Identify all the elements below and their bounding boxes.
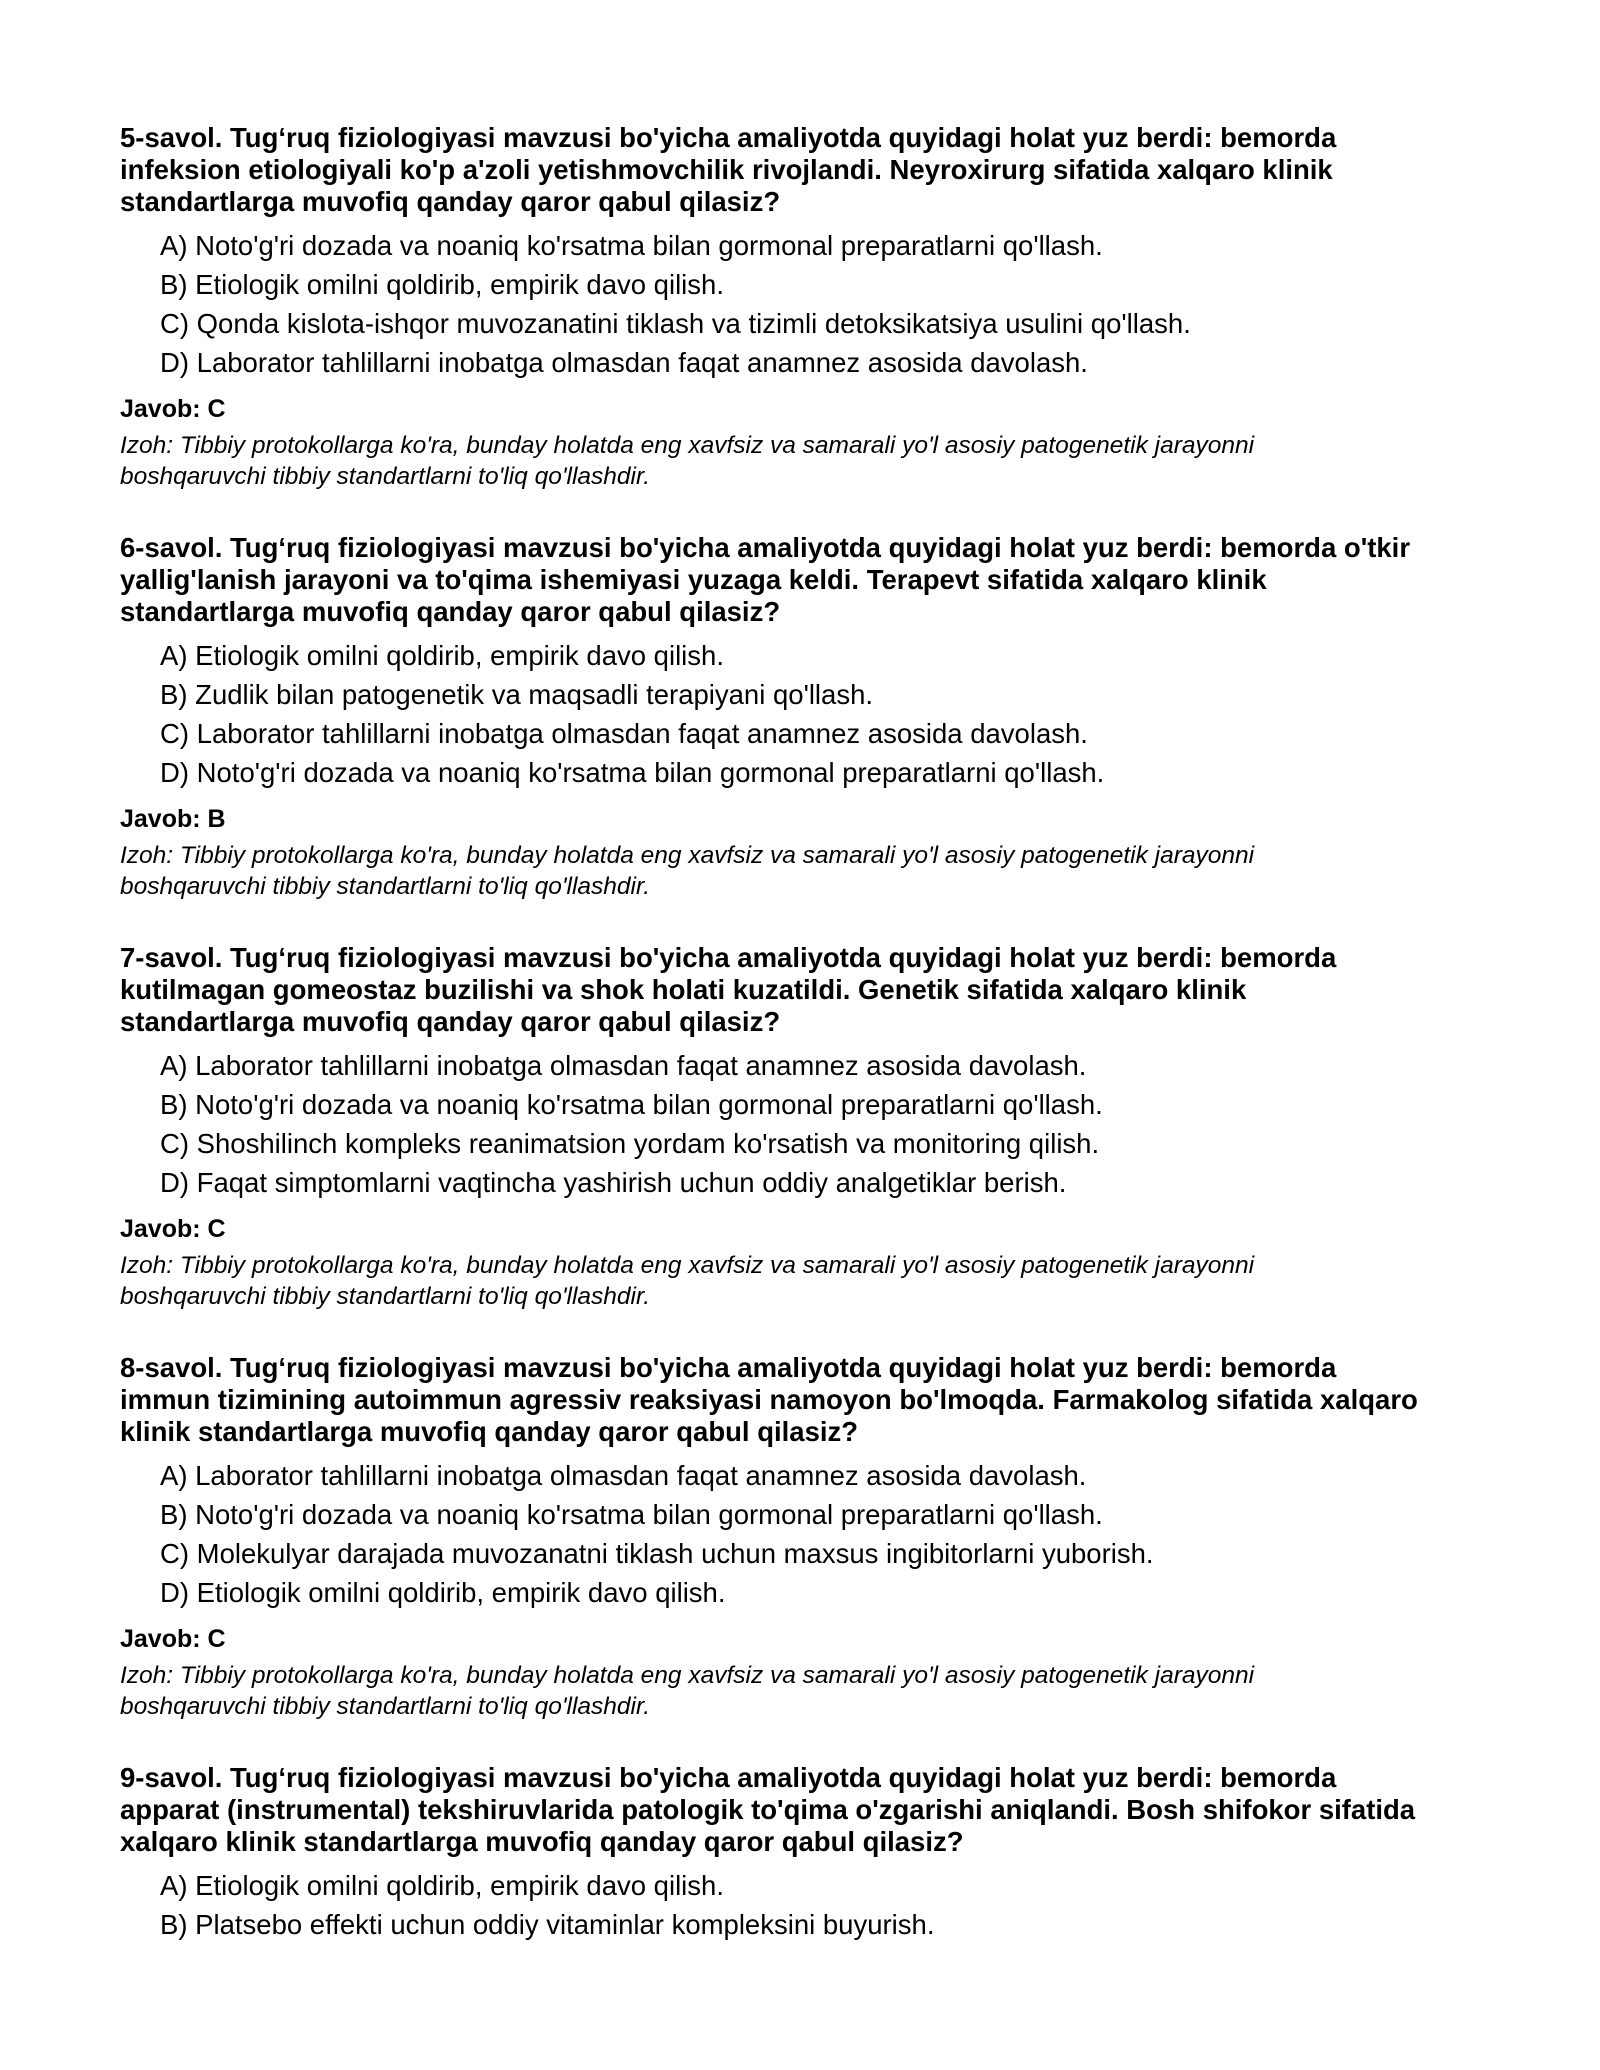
options-list <box>160 1046 1500 1202</box>
options-list <box>160 636 1500 792</box>
option-d: D) Etiologik omilni qoldirib, empirik davo qilish. <box>160 1577 726 1608</box>
explanation-note: Izoh: Tibbiy protokollarga ko'ra, bunday holatda eng xavfsiz va samarali yo'l asosiy patogenetik jarayonni boshqaruvchi tibbiy standartlarni to'liq qo'llashdir. <box>120 842 1255 900</box>
answer-label: Javob: C <box>120 1215 226 1243</box>
question-block <box>120 532 1500 902</box>
option-b: B) Zudlik bilan patogenetik va maqsadli terapiyani qo'llash. <box>160 679 874 710</box>
option-a: A) Etiologik omilni qoldirib, empirik davo qilish. <box>160 1870 724 1901</box>
option-c: C) Shoshilinch kompleks reanimatsion yordam ko'rsatish va monitoring qilish. <box>160 1128 1100 1159</box>
option-d: D) Faqat simptomlarni vaqtincha yashirish uchun oddiy analgetiklar berish. <box>160 1167 1067 1198</box>
question-text: 5-savol. Tug‘ruq fiziologiyasi mavzusi bo'yicha amaliyotda quyidagi holat yuz berdi: bemorda infeksion etiologiyali ko'p a'zoli yetishmovchilik rivojlandi. Neyroxirurg sifatida xalqaro klinik standartlarga muvofiq qanday qaror qabul qilasiz? <box>120 122 1337 217</box>
option-d: D) Laborator tahlillarni inobatga olmasdan faqat anamnez asosida davolash. <box>160 347 1088 378</box>
option-b: B) Noto'g'ri dozada va noaniq ko'rsatma bilan gormonal preparatlarni qo'llash. <box>160 1499 1103 1530</box>
question-text: 9-savol. Tug‘ruq fiziologiyasi mavzusi bo'yicha amaliyotda quyidagi holat yuz berdi: bemorda apparat (instrumental) tekshiruvlarida patologik to'qima o'zgarishi aniqlandi. Bosh shifokor sifatida xalqaro klinik standartlarga muvofiq qanday qaror qabul qilasiz? <box>120 1762 1416 1857</box>
question-block <box>120 122 1500 492</box>
answer-label: Javob: C <box>120 1625 226 1653</box>
option-c: C) Laborator tahlillarni inobatga olmasdan faqat anamnez asosida davolash. <box>160 718 1088 749</box>
option-a: A) Laborator tahlillarni inobatga olmasdan faqat anamnez asosida davolash. <box>160 1050 1087 1081</box>
option-b: B) Noto'g'ri dozada va noaniq ko'rsatma bilan gormonal preparatlarni qo'llash. <box>160 1089 1103 1120</box>
option-c: C) Molekulyar darajada muvozanatni tiklash uchun maxsus ingibitorlarni yuborish. <box>160 1538 1154 1569</box>
options-list <box>160 226 1500 382</box>
question-text: 7-savol. Tug‘ruq fiziologiyasi mavzusi bo'yicha amaliyotda quyidagi holat yuz berdi: bemorda kutilmagan gomeostaz buzilishi va shok holati kuzatildi. Genetik sifatida xalqaro klinik standartlarga muvofiq qanday qaror qabul qilasiz? <box>120 942 1337 1037</box>
option-a: A) Noto'g'ri dozada va noaniq ko'rsatma bilan gormonal preparatlarni qo'llash. <box>160 230 1103 261</box>
explanation-note: Izoh: Tibbiy protokollarga ko'ra, bunday holatda eng xavfsiz va samarali yo'l asosiy patogenetik jarayonni boshqaruvchi tibbiy standartlarni to'liq qo'llashdir. <box>120 432 1255 490</box>
option-c: C) Qonda kislota-ishqor muvozanatini tiklash va tizimli detoksikatsiya usulini qo'llash. <box>160 308 1191 339</box>
question-text: 8-savol. Tug‘ruq fiziologiyasi mavzusi bo'yicha amaliyotda quyidagi holat yuz berdi: bemorda immun tizimining autoimmun agressiv reaksiyasi namoyon bo'lmoqda. Farmakolog sifatida xalqaro klinik standartlarga muvofiq qanday qaror qabul qilasiz? <box>120 1352 1418 1447</box>
option-a: A) Etiologik omilni qoldirib, empirik davo qilish. <box>160 640 724 671</box>
explanation-note: Izoh: Tibbiy protokollarga ko'ra, bunday holatda eng xavfsiz va samarali yo'l asosiy patogenetik jarayonni boshqaruvchi tibbiy standartlarni to'liq qo'llashdir. <box>120 1252 1255 1310</box>
options-list <box>160 1866 1500 1944</box>
answer-label: Javob: B <box>120 805 226 833</box>
option-a: A) Laborator tahlillarni inobatga olmasdan faqat anamnez asosida davolash. <box>160 1460 1087 1491</box>
question-block <box>120 1352 1500 1722</box>
question-block <box>120 942 1500 1312</box>
answer-label: Javob: C <box>120 395 226 423</box>
question-text: 6-savol. Tug‘ruq fiziologiyasi mavzusi bo'yicha amaliyotda quyidagi holat yuz berdi: bemorda o'tkir yallig'lanish jarayoni va to'qima ishemiyasi yuzaga keldi. Terapevt sifatida xalqaro klinik standartlarga muvofiq qanday qaror qabul qilasiz? <box>120 532 1411 627</box>
option-b: B) Platsebo effekti uchun oddiy vitaminlar kompleksini buyurish. <box>160 1909 935 1940</box>
options-list <box>160 1456 1500 1612</box>
question-block <box>120 1762 1500 1944</box>
option-b: B) Etiologik omilni qoldirib, empirik davo qilish. <box>160 269 724 300</box>
explanation-note: Izoh: Tibbiy protokollarga ko'ra, bunday holatda eng xavfsiz va samarali yo'l asosiy patogenetik jarayonni boshqaruvchi tibbiy standartlarni to'liq qo'llashdir. <box>120 1662 1255 1720</box>
option-d: D) Noto'g'ri dozada va noaniq ko'rsatma bilan gormonal preparatlarni qo'llash. <box>160 757 1105 788</box>
